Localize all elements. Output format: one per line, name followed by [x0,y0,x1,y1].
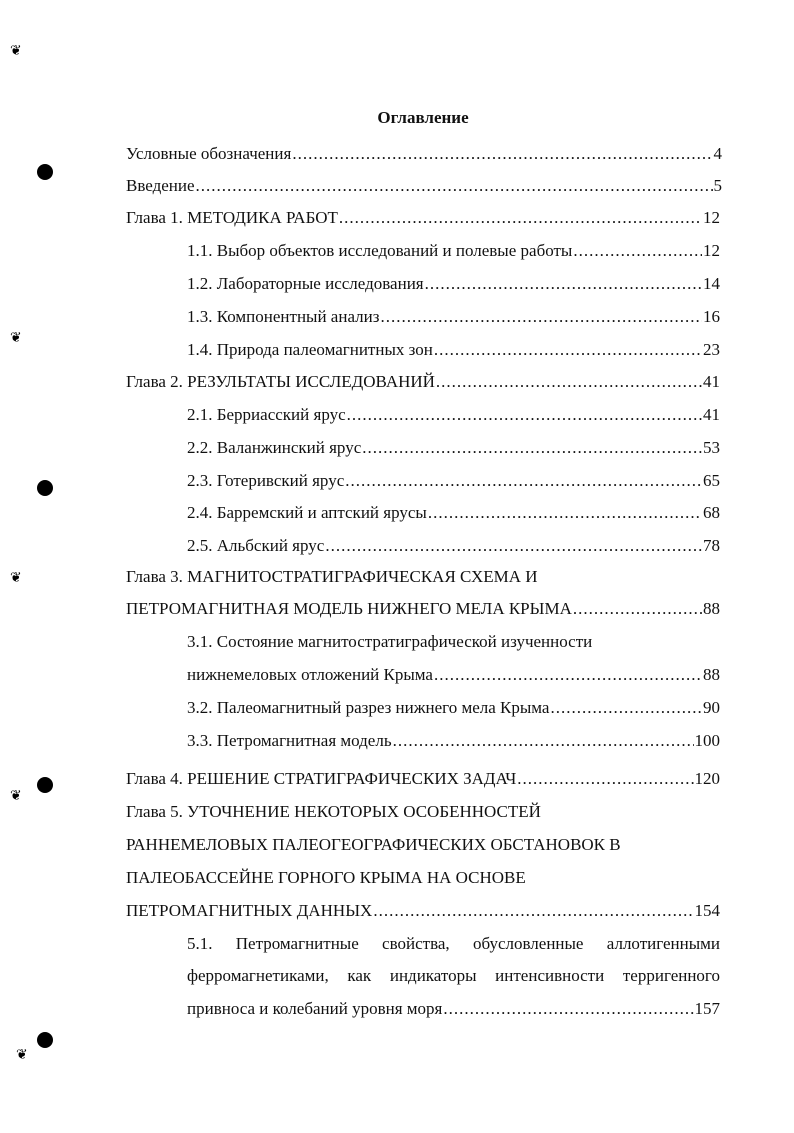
toc-entry-chapter-5-line-1: Глава 5. УТОЧНЕНИЕ НЕКОТОРЫХ ОСОБЕННОСТЕЙ [126,802,541,821]
toc-leader-dots [380,307,702,327]
toc-entry-page: 68 [703,503,720,522]
toc-entry-page: 88 [703,599,720,618]
toc-entry-chapter-5-line-3: ПАЛЕОБАССЕЙНЕ ГОРНОГО КРЫМА НА ОСНОВЕ [126,868,526,887]
toc-entry-section-2-2 [187,438,720,458]
toc-entry-chapter-4 [126,769,720,789]
toc-entry-chapter-3 [126,599,720,619]
toc-entry-label: Глава 1. МЕТОДИКА РАБОТ [126,208,338,227]
toc-entry-section-2-4 [187,503,720,523]
toc-leader-dots [325,536,702,556]
toc-entry-page: 16 [703,307,720,326]
toc-entry-label: 3.3. Петромагнитная модель [187,731,392,750]
toc-entry-page: 120 [694,769,720,788]
toc-entry-label: Введение [126,176,195,195]
toc-entry-chapter-2 [126,372,720,392]
toc-entry-label: 3.2. Палеомагнитный разрез нижнего мела Крыма [187,698,550,717]
toc-entry-section-5-1 [187,999,720,1019]
page-title: Оглавление [377,108,469,127]
toc-leader-dots [573,241,702,261]
toc-entry-page: 88 [703,665,720,684]
toc-entry-introduction [126,176,722,196]
toc-leader-dots [373,901,693,921]
toc-leader-dots [434,665,702,685]
toc-entry-label: 2.5. Альбский ярус [187,536,325,555]
toc-leader-dots [436,372,702,392]
punch-hole [37,480,53,496]
toc-entry-label: 1.1. Выбор объектов исследований и полевые работы [187,241,573,260]
toc-entry-label: Условные обозначения [126,144,292,163]
toc-entry-label: 1.3. Компонентный анализ [187,307,380,326]
toc-entry-label: 2.1. Берриасский ярус [187,405,346,424]
toc-entry-label: 2.3. Готеривский ярус [187,471,345,490]
toc-entry-section-2-5 [187,536,720,556]
toc-leader-dots [362,438,702,458]
toc-entry-section-1-4 [187,340,720,360]
toc-entry-label: нижнемеловых отложений Крыма [187,665,433,684]
toc-entry-page: 100 [694,731,720,750]
toc-entry-page: 12 [703,208,720,227]
toc-leader-dots [347,405,702,425]
toc-entry-page: 14 [703,274,720,293]
toc-entry-section-3-3 [187,731,720,751]
toc-entry-page: 5 [713,176,722,195]
scan-speck-icon: ❦ [10,570,22,586]
toc-entry-section-3-1-line-1: 3.1. Состояние магнитостратиграфической изученности [187,632,593,651]
punch-hole [37,777,53,793]
scan-speck-icon: ❦ [16,1047,28,1063]
toc-entry-page: 53 [703,438,720,457]
toc-entry-label: Глава 2. РЕЗУЛЬТАТЫ ИССЛЕДОВАНИЙ [126,372,435,391]
toc-entry-section-1-3 [187,307,720,327]
punch-hole [37,1032,53,1048]
toc-entry-label: привноса и колебаний уровня моря [187,999,443,1018]
toc-entry-section-5-1-line-2: ферромагнетиками, как индикаторы интенсивности терригенного [187,966,720,985]
toc-entry-page: 78 [703,536,720,555]
toc-leader-dots [339,208,702,228]
toc-entry-page: 157 [694,999,720,1018]
toc-entry-page: 90 [703,698,720,717]
scan-speck-icon: ❦ [10,788,22,804]
scan-speck-icon: ❦ [10,43,22,59]
toc-entry-symbols [126,144,722,164]
punch-hole [37,164,53,180]
toc-leader-dots [443,999,693,1019]
toc-entry-chapter-5 [126,901,720,921]
toc-entry-section-1-2 [187,274,720,294]
toc-entry-section-2-3 [187,471,720,491]
toc-entry-chapter-5-line-2: РАННЕМЕЛОВЫХ ПАЛЕОГЕОГРАФИЧЕСКИХ ОБСТАНОВОК В [126,835,621,854]
toc-leader-dots [428,503,702,523]
toc-entry-page: 41 [703,372,720,391]
toc-leader-dots [573,599,702,619]
toc-leader-dots [434,340,702,360]
toc-entry-section-2-1 [187,405,720,425]
toc-entry-page: 154 [694,901,720,920]
toc-entry-label: Глава 4. РЕШЕНИЕ СТРАТИГРАФИЧЕСКИХ ЗАДАЧ [126,769,517,788]
toc-leader-dots [517,769,693,789]
toc-entry-label: 1.4. Природа палеомагнитных зон [187,340,433,359]
toc-entry-page: 65 [703,471,720,490]
toc-entry-label: ПЕТРОМАГНИТНЫХ ДАННЫХ [126,901,373,920]
toc-leader-dots [393,731,694,751]
toc-entry-page: 12 [703,241,720,260]
toc-leader-dots [196,176,713,196]
toc-entry-section-3-1 [187,665,720,685]
toc-entry-section-1-1 [187,241,720,261]
toc-leader-dots [345,471,702,491]
toc-entry-page: 41 [703,405,720,424]
toc-leader-dots [425,274,702,294]
toc-entry-section-5-1-line-1: 5.1. Петромагнитные свойства, обусловленные аллотигенными [187,934,720,953]
toc-entry-chapter-3-line-1: Глава 3. МАГНИТОСТРАТИГРАФИЧЕСКАЯ СХЕМА И [126,567,538,586]
toc-entry-label: 2.2. Валанжинский ярус [187,438,362,457]
toc-entry-section-3-2 [187,698,720,718]
toc-entry-page: 4 [713,144,722,163]
toc-entry-chapter-1 [126,208,720,228]
toc-entry-label: 2.4. Барремский и аптский ярусы [187,503,427,522]
toc-leader-dots [292,144,712,164]
toc-entry-label: ПЕТРОМАГНИТНАЯ МОДЕЛЬ НИЖНЕГО МЕЛА КРЫМА [126,599,572,618]
scan-speck-icon: ❦ [10,330,22,346]
toc-leader-dots [550,698,702,718]
toc-entry-page: 23 [703,340,720,359]
toc-entry-label: 1.2. Лабораторные исследования [187,274,424,293]
